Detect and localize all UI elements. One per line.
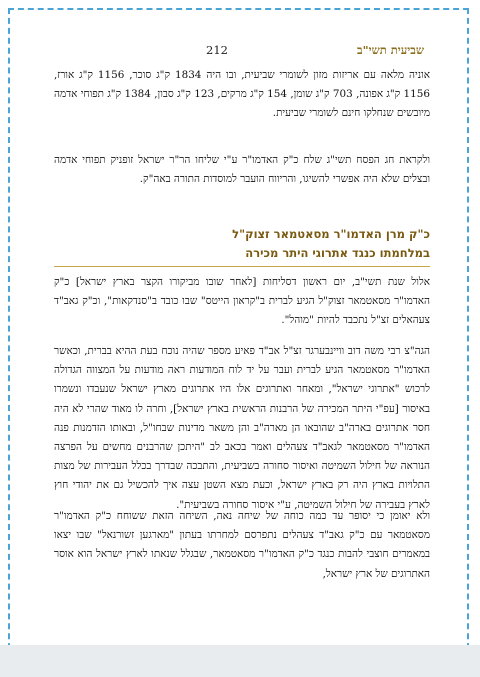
section-heading-line1: כ"ק מרן האדמו"ר מסאטמאר זצוק"ל (232, 227, 430, 241)
heading-separator (54, 266, 430, 267)
paragraph-elul-bris: אלול שנת תשי"ב, יום ראשון דסליחות [לאחר שובו מביקורו הקצר בארץ ישראל] כ"ק האדמו"ר מסאטמאר זצוק"ל הגיע לברית ב"קראון הייטס" שבו כובד ב"סנדקאות", וכ"ק גאב"ד צעהאלים זצ"ל נתכבד להיות "מוהל". (54, 276, 430, 327)
paragraph-rabbi-weinberger: הגה"צ רבי משה דוב וויינבערגר זצ"ל אב"ד פאיע מספר שהיה נוכח בעת ההיא בברית, וכאשר האדמו"ר מסאטמאר הגיע לברית ועבר על יד לוח המודעות ראה מודעות על המצווה הגדולה לרכוש "אתרוגי ישראל", ומאחר ואתרוגים אלו היו אתרוגים מארץ ישראל שנעבדו ונשמרו באיסור [עפ"י היתר המכירה של הרבנות הראשית בארץ ישראל], וחרה לו מאוד שהרי לא היה חסר אתרוגים בארה"ב שהובאו הן מארה"ב והן משאר מדינות שבחו"ל, ובאותו הזדמנות פנה האדמו"ר מסאטמאר לגאב"ד צעהלים ואמר בכאב לב "היתכן שהרבנים מחשים על הפרצה הנוראה של חילול השמיטה ואיסור סחורה בשביעית, והתבכה שבדרך בכלל העבירות של מצות התלויות בארץ היה רק בארץ ישראל, וכעת מצא השטן עצה איך להכשיל גם את יהודי חוץ לארץ בעבירה של חילול השמיטה, ע"י איסור סחורה בשביעית". (54, 345, 430, 511)
paragraph-pesach-shipment: ולקראת חג הפסח תשי"ג שלח כ"ק האדמו"ר ע"י שליחו הר"ר ישראל זופניק תפוחי אדמה ובצלים שלא היה אפשרי להשיגו, והריווח הועבר למוסדות התורה באה"ק. (54, 154, 430, 186)
bottom-band (0, 645, 480, 677)
page-number: 212 (206, 43, 228, 57)
section-heading-line2: במלחמתו כנגד אתרוגי היתר מכירה (245, 246, 430, 260)
running-title: שביעית תשי"ב (357, 43, 424, 57)
paragraph-food-shipment: אוניה מלאה עם אריזות מזון לשומרי שביעית, ובו היה 1834 ק"ג סוכר, 1156 ק"ג אורז, 1156 ק"ג אפונה, 703 ק"ג שומן, 154 ק"ג מרקים, 123 ק"ג סבון, 1384 ק"ג תפוחי אדמה מיובשים שנחלקו חינם לשומרי שביעית. (54, 69, 430, 120)
paragraph-newspaper: ולא יאומן כי יסופר עד כמה כוחה של שיחה נאה, השיחה הזאת ששוחח כ"ק האדמו"ר מסאטמאר עם כ"ק גאב"ד צעהלים נתפרסם למחרתו בעתון "מארגען זשורנאל" שבו יצאו במאמרים חוצבי להבות כנגד כ"ק האדמו"ר מסאטמאר, שבגלל שנאתו לארץ ישראל הוא אוסר האתרוגים של ארץ ישראל, (54, 510, 430, 580)
